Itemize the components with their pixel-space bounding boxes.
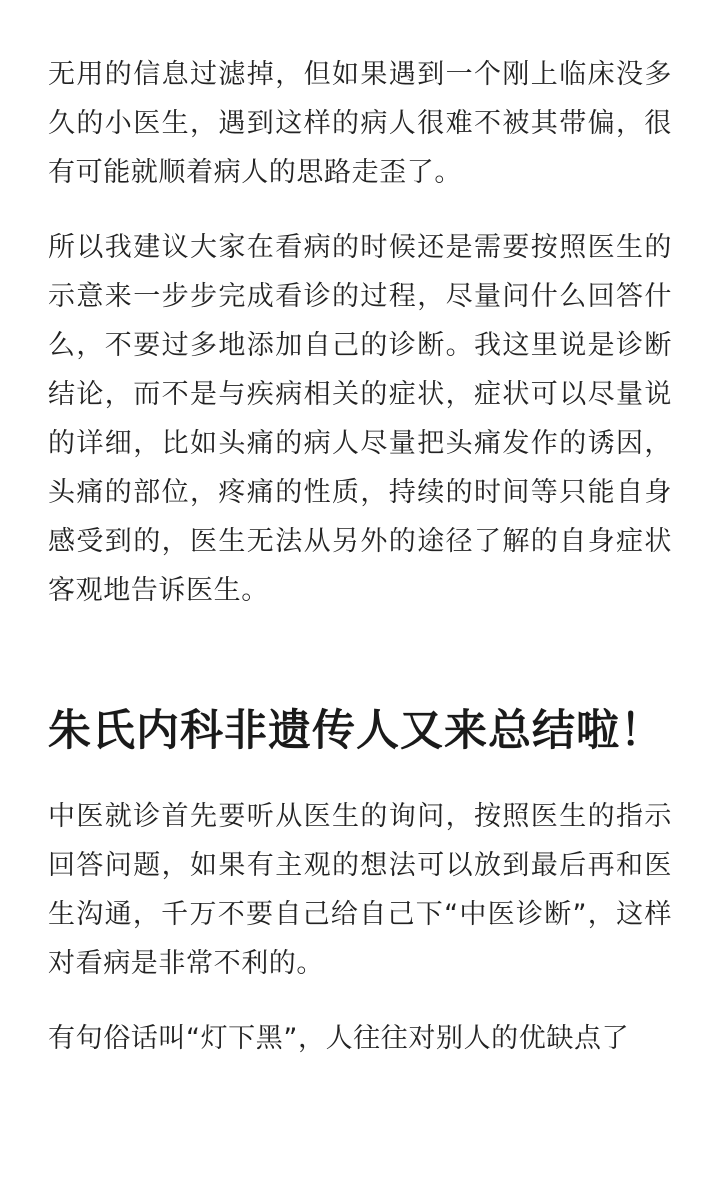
paragraph: 有句俗话叫“灯下黑”，人往往对别人的优缺点了 xyxy=(48,1023,630,1054)
paragraph: 所以我建议大家在看病的时候还是需要按照医生的示意来一步步完成看诊的过程，尽量问什么回答什么，不要过多地添加自己的诊断。我这里说是诊断结论，而不是与疾病相关的症状，症状可以尽量说的详细，比如头痛的病人尽量把头痛发作的诱因，头痛的部位，疼痛的性质，持续的时间等只能自身感受到的，医生无法从另外的途径了解的自身症状客观地告诉医生。 xyxy=(48,232,672,606)
paragraph: 无用的信息过滤掉，但如果遇到一个刚上临床没多久的小医生，遇到这样的病人很难不被其带偏，很有可能就顺着病人的思路走歪了。 xyxy=(48,59,672,188)
section-heading: 朱氏内科非遗传人又来总结啦！ xyxy=(48,706,664,756)
paragraph: 中医就诊首先要听从医生的询问，按照医生的指示回答问题，如果有主观的想法可以放到最后再和医生沟通，千万不要自己给自己下“中医诊断”，这样对看病是非常不利的。 xyxy=(48,801,672,979)
